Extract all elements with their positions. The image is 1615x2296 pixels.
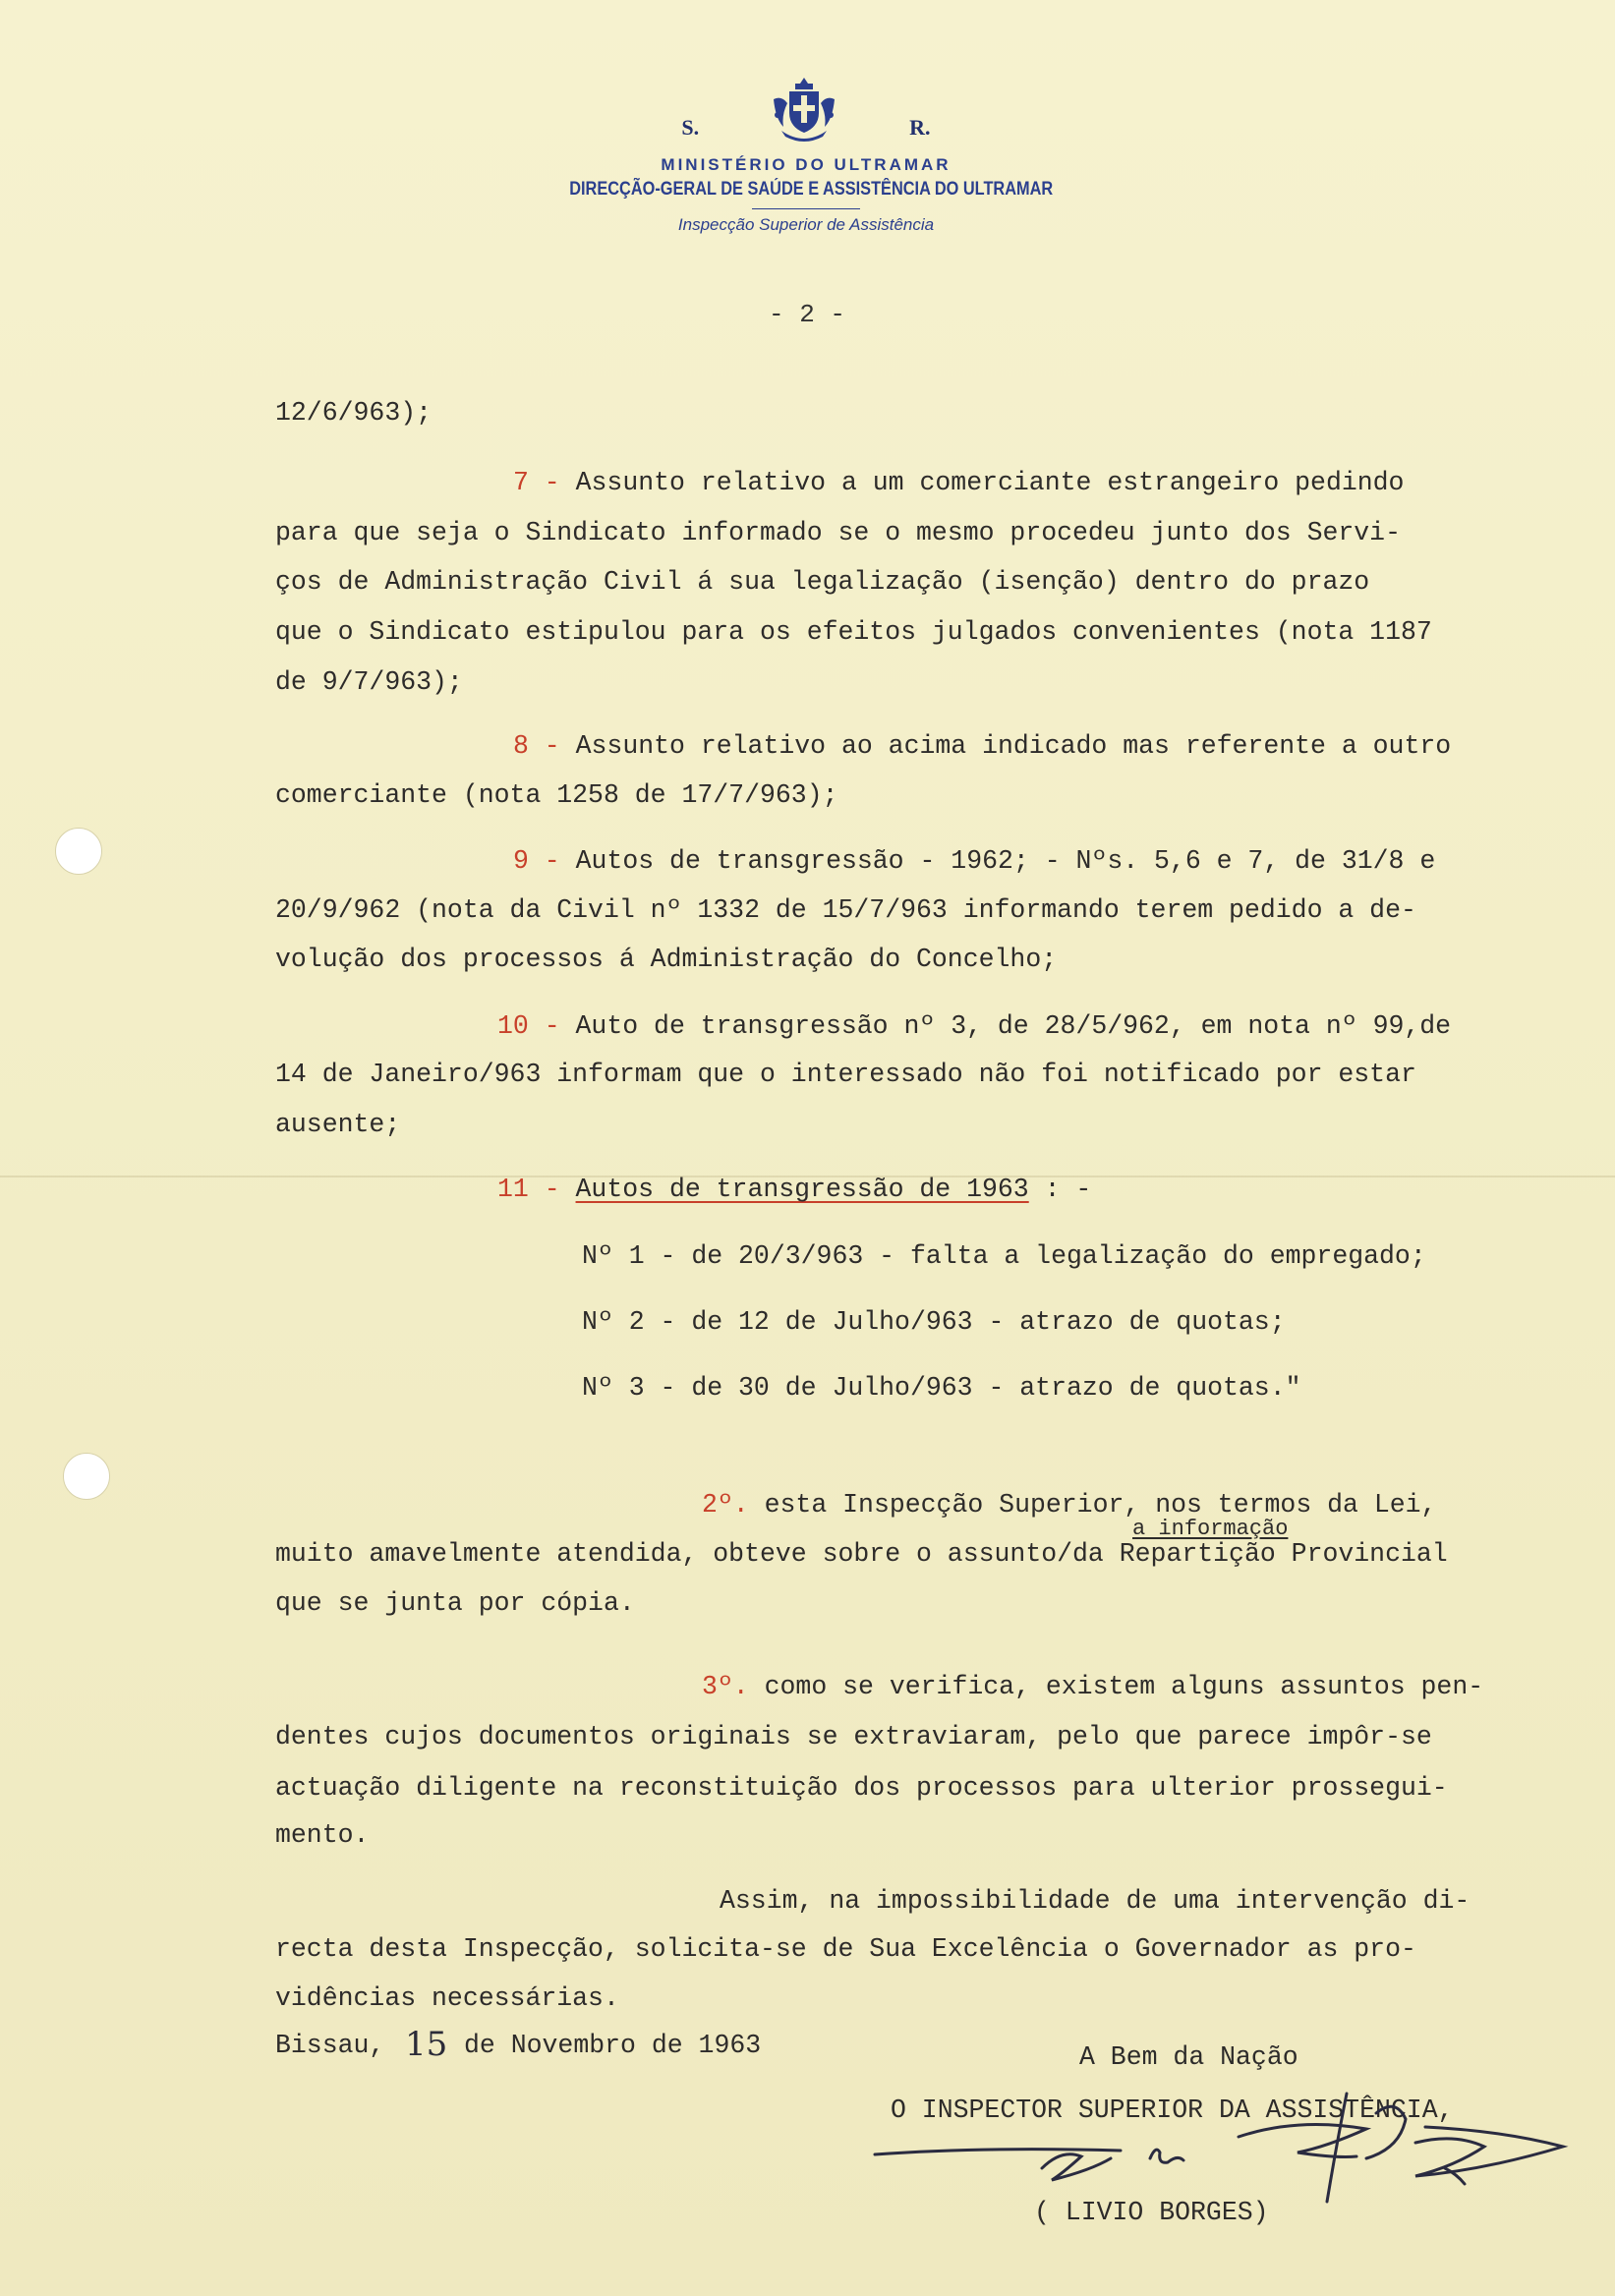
paragraph-3-number: 3º. [702, 1672, 749, 1701]
body-line: ços de Administração Civil á sua legalização (isenção) dentro do prazo [275, 567, 1370, 597]
paragraph-2-text: esta Inspecção Superior, nos termos da Lei, [764, 1490, 1437, 1520]
item-11-heading-tail: : - [1028, 1175, 1092, 1204]
body-line: de 9/7/963); [275, 667, 463, 697]
item-11-line [497, 1177, 1091, 1203]
body-line: muito amavelmente atendida, obteve sobre o assunto/da Repartição Provincial [275, 1539, 1448, 1569]
letterhead-rule [752, 208, 860, 209]
crest-row [531, 71, 1081, 149]
paragraph-2-number: 2º. [702, 1490, 749, 1520]
body-line: dentes cujos documentos originais se extraviaram, pelo que parece impôr-se [275, 1722, 1432, 1751]
paragraph-3-text: como se verifica, existem alguns assuntos pen- [764, 1672, 1484, 1701]
punch-hole-top [55, 828, 102, 875]
body-line: que o Sindicato estipulou para os efeitos julgados convenientes (nota 1187 [275, 617, 1432, 647]
item-10-text: Auto de transgressão nº 3, de 28/5/962, em nota nº 99,de [575, 1011, 1452, 1041]
item-7-text: Assunto relativo a um comerciante estrangeiro pedindo [575, 468, 1405, 497]
sub-item-2: Nº 2 - de 12 de Julho/963 - atrazo de quotas; [582, 1307, 1286, 1337]
body-line: 14 de Janeiro/963 informam que o interessado não foi notificado por estar [275, 1060, 1416, 1089]
body-line: vidências necessárias. [275, 1983, 619, 2013]
salutation: A Bem da Nação [1079, 2042, 1298, 2072]
letterhead [531, 71, 1081, 235]
item-9-number: 9 - [513, 846, 560, 876]
paragraph-2-line [702, 1492, 1436, 1519]
body-line: comerciante (nota 1258 de 17/7/963); [275, 780, 838, 810]
sub-item-1: Nº 1 - de 20/3/963 - falta a legalização do empregado; [582, 1241, 1426, 1271]
body-line: que se junta por cópia. [275, 1588, 635, 1618]
item-10-line [497, 1013, 1451, 1040]
sub-item-3: Nº 3 - de 30 de Julho/963 - atrazo de quotas." [582, 1373, 1301, 1403]
body-line: mento. [275, 1820, 370, 1850]
paragraph-3-line [702, 1674, 1483, 1700]
body-line: para que seja o Sindicato informado se o mesmo procedeu junto dos Servi- [275, 518, 1401, 547]
handwritten-signature [865, 2074, 1592, 2211]
letter-r: R. [909, 115, 931, 140]
punch-hole-bottom [63, 1453, 110, 1500]
body-line: actuação diligente na reconstituição dos processos para ulterior prossegui- [275, 1773, 1448, 1803]
item-8-text: Assunto relativo ao acima indicado mas referente a outro [575, 731, 1452, 761]
body-line: recta desta Inspecção, solicita-se de Sua Excelência o Governador as pro- [275, 1934, 1416, 1964]
closing-place: Bissau, [275, 2031, 385, 2060]
letter-s: S. [681, 115, 700, 140]
body-line: 20/9/962 (nota da Civil nº 1332 de 15/7/963 informando terem pedido a de- [275, 895, 1416, 925]
ministry-name: MINISTÉRIO DO ULTRAMAR [661, 155, 952, 174]
paragraph-4-line: Assim, na impossibilidade de uma intervenção di- [720, 1886, 1471, 1916]
signatory-title: O INSPECTOR SUPERIOR DA ASSISTÊNCIA, [891, 2095, 1454, 2125]
handwritten-day: 15 [405, 2025, 448, 2064]
body-line: volução dos processos á Administração do Concelho; [275, 945, 1058, 974]
item-9-line [513, 848, 1435, 875]
signatory-name: ( LIVIO BORGES) [1034, 2198, 1269, 2227]
handwritten-insert: a informação [1132, 1517, 1289, 1541]
item-10-number: 10 - [497, 1011, 560, 1041]
item-7-line [513, 470, 1404, 496]
coat-of-arms-icon [768, 74, 840, 146]
item-8-line [513, 733, 1451, 760]
page-number: - 2 - [769, 300, 846, 329]
item-11-number: 11 - [497, 1175, 560, 1204]
item-11-heading: Autos de transgressão de 1963 [575, 1175, 1029, 1204]
directorate-name: DIRECÇÃO-GERAL DE SAÚDE E ASSISTÊNCIA DO ULTRAMAR [569, 179, 1054, 200]
item-7-number: 7 - [513, 468, 560, 497]
office-name: Inspecção Superior de Assistência [677, 215, 935, 234]
body-line: ausente; [275, 1110, 401, 1139]
closing-date: de Novembro de 1963 [464, 2031, 762, 2060]
item-9-text: Autos de transgressão - 1962; - Nºs. 5,6 e 7, de 31/8 e [575, 846, 1436, 876]
item-8-number: 8 - [513, 731, 560, 761]
continuation-line: 12/6/963); [275, 398, 433, 428]
